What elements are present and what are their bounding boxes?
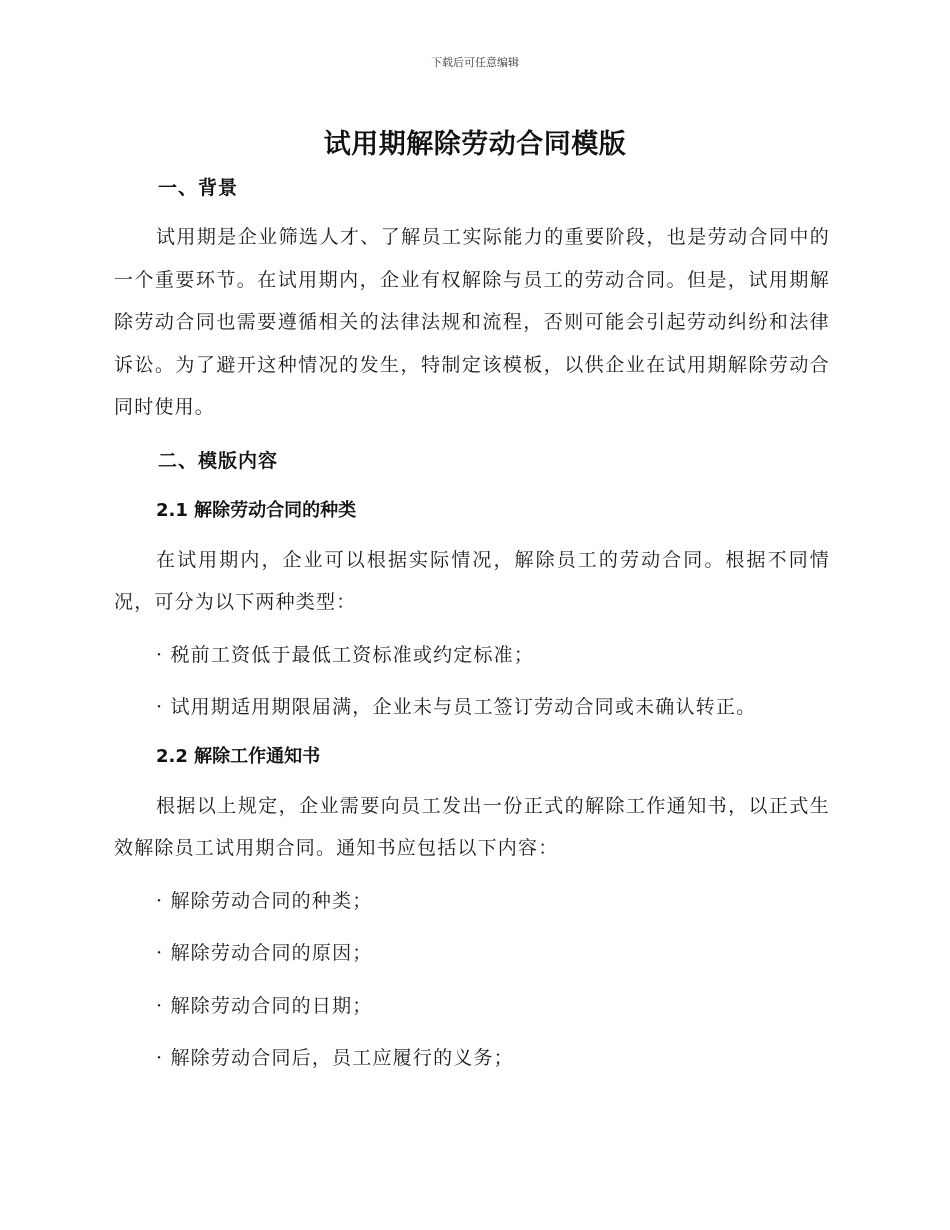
list-item: · 试用期适用期限届满，企业未与员工签订劳动合同或未确认转正。 bbox=[156, 696, 757, 718]
subsection-heading-types: 2.1 解除劳动合同的种类 bbox=[156, 499, 357, 521]
section-heading-background: 一、背景 bbox=[158, 177, 239, 199]
list-item: · 解除劳动合同的种类； bbox=[156, 889, 373, 912]
background-paragraph: 试用期是企业筛选人才、了解员工实际能力的重要阶段，也是劳动合同中的一个重要环节。在试用期内，企业有权解除与员工的劳动合同。但是，试用期解除劳动合同也需要遵循相关的法律法规和流程，否则可能会引起劳动纠纷和法律诉讼。为了避开这种情况的发生，特制定该模板，以供企业在试用期解除劳动合同时使用。 bbox=[114, 226, 830, 418]
document-title: 试用期解除劳动合同模版 bbox=[323, 129, 627, 160]
subsection-heading-notice: 2.2 解除工作通知书 bbox=[156, 745, 321, 767]
notice-paragraph: 根据以上规定，企业需要向员工发出一份正式的解除工作通知书，以正式生效解除员工试用期合同。通知书应包括以下内容： bbox=[114, 794, 830, 859]
document-body bbox=[114, 170, 830, 1080]
header-note: 下载后可任意编辑 bbox=[431, 56, 519, 69]
list-item: · 解除劳动合同的原因； bbox=[156, 942, 373, 964]
list-item: · 解除劳动合同后，员工应履行的义务； bbox=[156, 1047, 514, 1069]
list-item: · 税前工资低于最低工资标准或约定标准； bbox=[156, 643, 535, 666]
list-item: · 解除劳动合同的日期； bbox=[156, 994, 373, 1017]
types-paragraph: 在试用期内，企业可以根据实际情况，解除员工的劳动合同。根据不同情况，可分为以下两种类型： bbox=[114, 548, 830, 613]
section-heading-content: 二、模版内容 bbox=[158, 449, 279, 472]
